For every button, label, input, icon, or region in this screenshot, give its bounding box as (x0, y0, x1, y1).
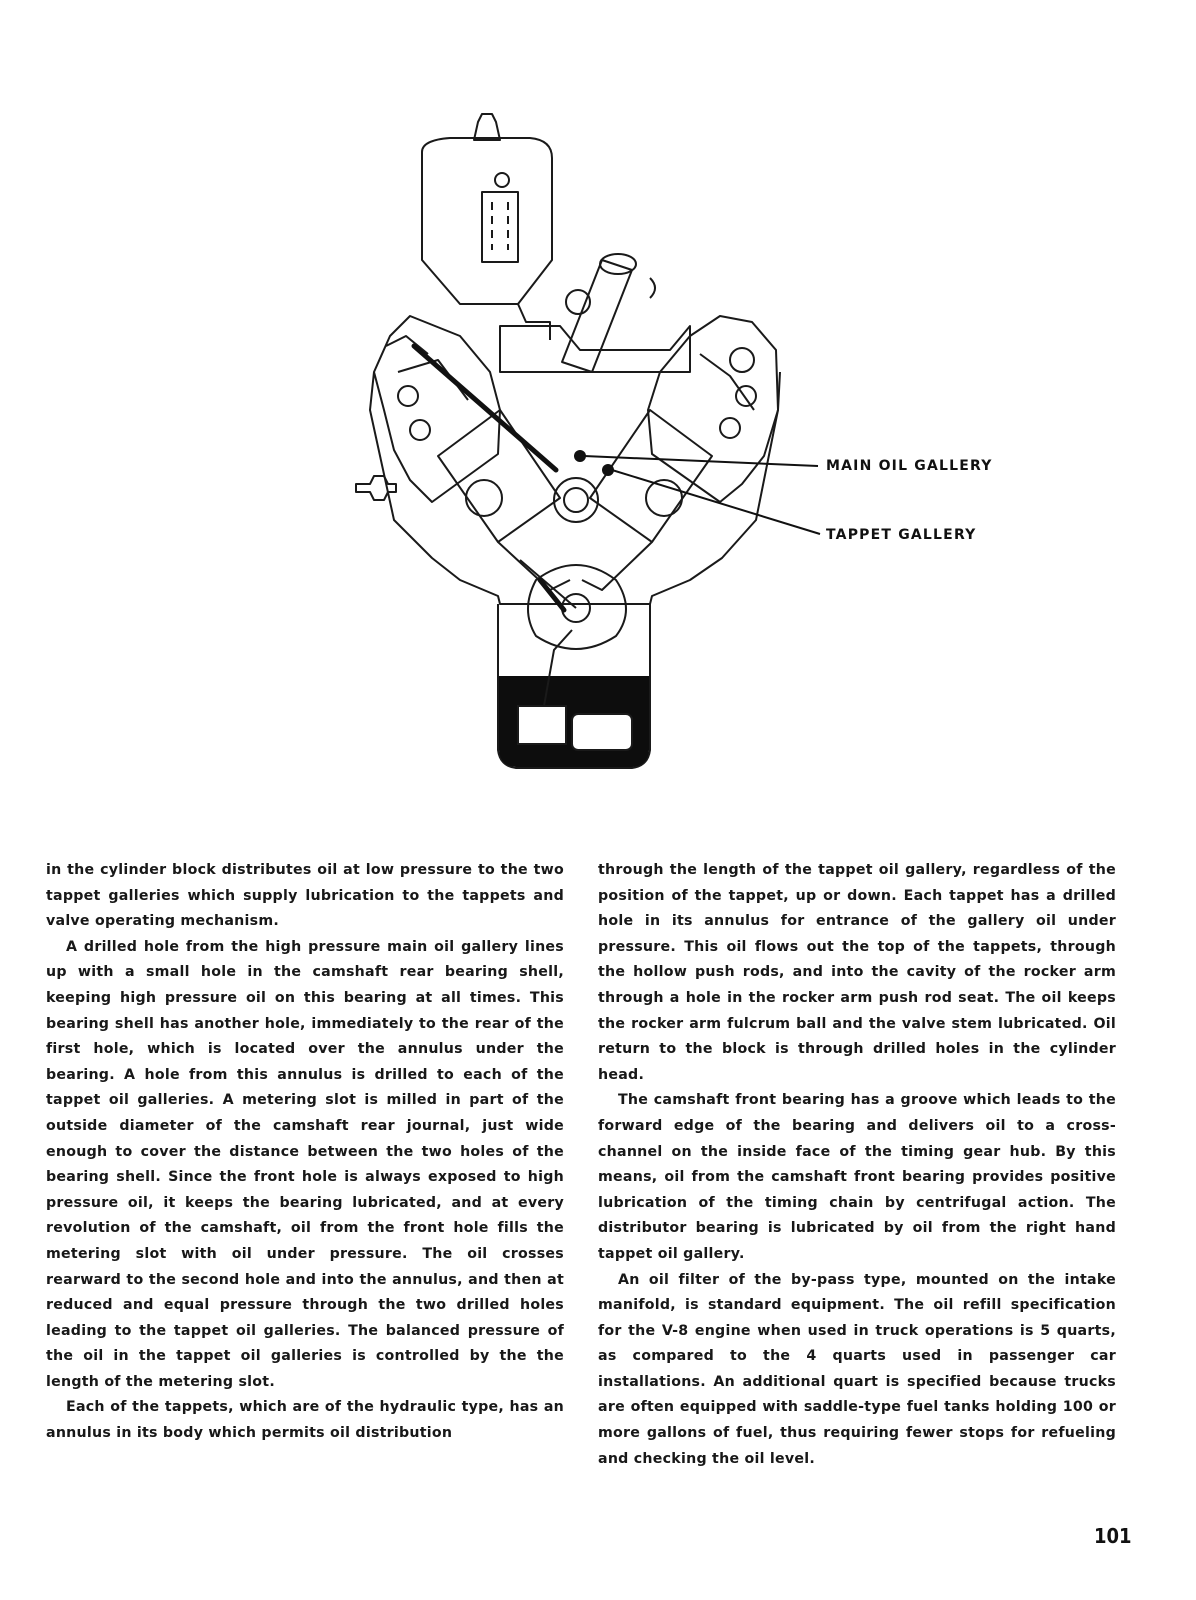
left-paragraph-1: in the cylinder block distributes oil at low pressure to the two tappet galleries which supply lubrication to the tappets and valve operating mechanism. (46, 862, 564, 930)
main-oil-gallery-label: MAIN OIL GALLERY (826, 458, 993, 474)
right-paragraph-3: An oil filter of the by-pass type, mounted on the intake manifold, is standard equipment. The oil refill specification for the V-8 engine when used in truck operations is 5 quarts, as compared to the 4 quarts used in passenger car installations. An additional quart is specified because trucks are often equipped with saddle-type fuel tanks holding 100 or more gallons of fuel, thus requiring fewer stops for refueling and checking the oil level. (598, 1271, 1116, 1467)
engine-cross-section-figure (350, 110, 1010, 790)
tappet-gallery-leader (612, 470, 820, 534)
left-cylinder-head (374, 316, 500, 502)
tappet-gallery-label: TAPPET GALLERY (826, 527, 977, 543)
left-paragraph-3: Each of the tappets, which are of the hydraulic type, has an annulus in its body which permits oil distribution (46, 1399, 564, 1442)
page-number: 101 (1094, 1524, 1132, 1548)
oil-filter-label (482, 192, 518, 262)
right-paragraph-1: through the length of the tappet oil gallery, regardless of the position of the tappet, up or down. Each tappet has a drilled hole in its annulus for entrance of the gallery oil under pressure. This oil flows out the top of the tappets, through the hollow push rods, and into the cavity of the rocker arm through a hole in the rocker arm push rod seat. The oil keeps the rocker arm fulcrum ball and the valve stem lubricated. Oil return to the block is through drilled holes in the cylinder head. (598, 862, 1116, 1083)
main-oil-gallery-leader (584, 456, 818, 466)
oil-filter-bolt (495, 173, 509, 187)
oil-filter-cap (474, 114, 500, 140)
spark-plug (356, 476, 396, 500)
right-cylinder-bore (590, 410, 712, 542)
right-paragraph-2: The camshaft front bearing has a groove which leads to the forward edge of the bearing and delivers oil to a cross-channel on the inside face of the timing gear hub. By this means, oil from the camshaft front bearing provides positive lubrication of the timing chain by centrifugal action. The distributor bearing is lubricated by oil from the right hand tappet oil gallery. (598, 1092, 1116, 1262)
left-paragraph-2: A drilled hole from the high pressure main oil gallery lines up with a small hole in the camshaft rear bearing shell, keeping high pressure oil on this bearing at all times. This bearing shell has another hole, immediately to the rear of the first hole, which is located over the annulus under the bearing. A hole from this annulus is drilled to each of the tappet oil galleries. A metering slot is milled in part of the outside diameter of the camshaft rear journal, just wide enough to cover the distance between the two holes of the bearing shell. Since the front hole is always exposed to high pressure oil, it keeps the bearing lubricated, and at every revolution of the camshaft, oil from the front hole fills the metering slot with oil under pressure. The oil crosses rearward to the second hole and into the annulus, and then at reduced and equal pressure through the two drilled holes leading to the tappet oil galleries. The balanced pressure of the oil in the tappet oil galleries is controlled by the the length of the metering slot. (46, 938, 564, 1390)
right-text-column (598, 858, 1116, 1472)
oil-filler-tube (562, 260, 632, 372)
oil-filter-canister (422, 138, 552, 304)
left-text-column (46, 858, 564, 1447)
oil-pump (518, 706, 566, 744)
right-cylinder-head (648, 316, 778, 502)
oil-pickup-screen (572, 714, 632, 750)
engine-cross-section-drawing (350, 110, 1010, 790)
crankshaft (528, 565, 626, 649)
